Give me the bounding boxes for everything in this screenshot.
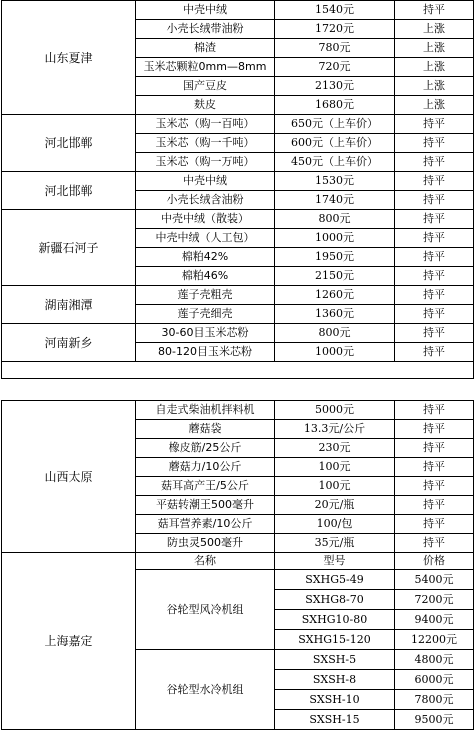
price-table-upper xyxy=(1,0,474,379)
trend-cell: 上涨 xyxy=(395,96,474,115)
price-cell: 2130元 xyxy=(275,77,395,96)
item-name-cell: 中壳中绒 xyxy=(136,1,275,20)
price-cell: 800元 xyxy=(275,210,395,229)
price-cell: 1260元 xyxy=(275,286,395,305)
item-name-cell: 中壳中绒 xyxy=(136,172,275,191)
price-cell: 5400元 xyxy=(395,570,474,590)
price-cell: 100元 xyxy=(275,477,395,496)
trend-cell: 持平 xyxy=(395,305,474,324)
trend-cell: 持平 xyxy=(395,420,474,439)
item-name-cell: 中壳中绒（散装） xyxy=(136,210,275,229)
price-cell: 230元 xyxy=(275,439,395,458)
header-name-cell: 名称 xyxy=(136,553,275,570)
model-cell: SXSH-10 xyxy=(275,690,395,710)
item-name-cell: 棉渣 xyxy=(136,39,275,58)
price-cell: 1360元 xyxy=(275,305,395,324)
price-cell: 100元 xyxy=(275,458,395,477)
price-cell: 5000元 xyxy=(275,401,395,420)
price-cell: 1540元 xyxy=(275,1,395,20)
item-name-cell: 棉粕46% xyxy=(136,267,275,286)
price-cell: 1000元 xyxy=(275,229,395,248)
item-name-cell: 菇耳营养素/10公斤 xyxy=(136,515,275,534)
trend-cell: 持平 xyxy=(395,439,474,458)
price-cell: 9500元 xyxy=(395,710,474,730)
trend-cell: 持平 xyxy=(395,248,474,267)
trend-cell: 持平 xyxy=(395,458,474,477)
price-cell: 6000元 xyxy=(395,670,474,690)
trend-cell: 持平 xyxy=(395,343,474,362)
item-name-cell: 玉米芯（购一千吨） xyxy=(136,134,275,153)
header-model-cell: 型号 xyxy=(275,553,395,570)
table-row xyxy=(2,553,474,570)
item-name-cell: 玉米芯（购一万吨） xyxy=(136,153,275,172)
price-cell: 1740元 xyxy=(275,191,395,210)
item-name-cell: 菇耳高产王/5公斤 xyxy=(136,477,275,496)
price-cell: 650元（上车价） xyxy=(275,115,395,134)
trend-cell: 持平 xyxy=(395,324,474,343)
item-name-cell: 棉粕42% xyxy=(136,248,275,267)
item-name-cell: 莲子壳细壳 xyxy=(136,305,275,324)
price-cell: 7800元 xyxy=(395,690,474,710)
unit-name-cell: 谷轮型水冷机组 xyxy=(136,650,275,730)
item-name-cell: 麸皮 xyxy=(136,96,275,115)
table-row xyxy=(2,1,474,20)
model-cell: SXSH-8 xyxy=(275,670,395,690)
trend-cell: 上涨 xyxy=(395,77,474,96)
trend-cell: 持平 xyxy=(395,115,474,134)
trend-cell: 持平 xyxy=(395,1,474,20)
unit-name-cell: 谷轮型风冷机组 xyxy=(136,570,275,650)
trend-cell: 持平 xyxy=(395,477,474,496)
item-name-cell: 80-120目玉米芯粉 xyxy=(136,343,275,362)
trend-cell: 持平 xyxy=(395,153,474,172)
price-cell: 20元/瓶 xyxy=(275,496,395,515)
item-name-cell: 莲子壳粗壳 xyxy=(136,286,275,305)
price-cell: 9400元 xyxy=(395,610,474,630)
trend-cell: 持平 xyxy=(395,267,474,286)
location-cell: 山东夏津 xyxy=(2,1,136,115)
trend-cell: 上涨 xyxy=(395,39,474,58)
model-cell: SXSH-5 xyxy=(275,650,395,670)
item-name-cell: 橡皮筋/25公斤 xyxy=(136,439,275,458)
blank-cell xyxy=(2,362,474,379)
trend-cell: 持平 xyxy=(395,401,474,420)
trend-cell: 持平 xyxy=(395,534,474,553)
price-cell: 720元 xyxy=(275,58,395,77)
trend-cell: 持平 xyxy=(395,210,474,229)
location-cell: 湖南湘潭 xyxy=(2,286,136,324)
price-cell: 1950元 xyxy=(275,248,395,267)
model-cell: SXHG10-80 xyxy=(275,610,395,630)
price-cell: 100/包 xyxy=(275,515,395,534)
item-name-cell: 小壳长绒带油粉 xyxy=(136,20,275,39)
item-name-cell: 小壳长绒含油粉 xyxy=(136,191,275,210)
table-row xyxy=(2,172,474,191)
trend-cell: 持平 xyxy=(395,134,474,153)
price-cell: 1530元 xyxy=(275,172,395,191)
price-cell: 2150元 xyxy=(275,267,395,286)
price-cell: 1000元 xyxy=(275,343,395,362)
price-cell: 800元 xyxy=(275,324,395,343)
trend-cell: 上涨 xyxy=(395,58,474,77)
location-cell: 上海嘉定 xyxy=(2,553,136,730)
table-row xyxy=(2,210,474,229)
trend-cell: 持平 xyxy=(395,172,474,191)
table-row xyxy=(2,362,474,379)
price-cell: 600元（上车价） xyxy=(275,134,395,153)
price-cell: 780元 xyxy=(275,39,395,58)
location-cell: 河北邯郸 xyxy=(2,115,136,172)
trend-cell: 持平 xyxy=(395,496,474,515)
price-cell: 4800元 xyxy=(395,650,474,670)
item-name-cell: 中壳中绒（人工包） xyxy=(136,229,275,248)
model-cell: SXHG15-120 xyxy=(275,630,395,650)
table-row xyxy=(2,401,474,420)
table-row xyxy=(2,324,474,343)
item-name-cell: 防虫灵500毫升 xyxy=(136,534,275,553)
location-cell: 河南新乡 xyxy=(2,324,136,362)
price-table-lower xyxy=(1,400,474,730)
trend-cell: 上涨 xyxy=(395,20,474,39)
model-cell: SXHG5-49 xyxy=(275,570,395,590)
item-name-cell: 玉米芯颗粒0mm—8mm xyxy=(136,58,275,77)
trend-cell: 持平 xyxy=(395,229,474,248)
trend-cell: 持平 xyxy=(395,286,474,305)
table-row xyxy=(2,115,474,134)
item-name-cell: 自走式柴油机拌料机 xyxy=(136,401,275,420)
item-name-cell: 30-60目玉米芯粉 xyxy=(136,324,275,343)
item-name-cell: 平菇转潮王500毫升 xyxy=(136,496,275,515)
price-cell: 450元（上车价） xyxy=(275,153,395,172)
item-name-cell: 国产豆皮 xyxy=(136,77,275,96)
price-cell: 12200元 xyxy=(395,630,474,650)
location-cell: 山西太原 xyxy=(2,401,136,553)
location-cell: 新疆石河子 xyxy=(2,210,136,286)
price-cell: 35元/瓶 xyxy=(275,534,395,553)
price-cell: 13.3元/公斤 xyxy=(275,420,395,439)
model-cell: SXSH-15 xyxy=(275,710,395,730)
location-cell: 河北邯郸 xyxy=(2,172,136,210)
model-cell: SXHG8-70 xyxy=(275,590,395,610)
table-row xyxy=(2,286,474,305)
item-name-cell: 玉米芯（购一百吨） xyxy=(136,115,275,134)
price-cell: 1720元 xyxy=(275,20,395,39)
item-name-cell: 蘑菇袋 xyxy=(136,420,275,439)
price-cell: 1680元 xyxy=(275,96,395,115)
header-price-cell: 价格 xyxy=(395,553,474,570)
trend-cell: 持平 xyxy=(395,515,474,534)
price-cell: 7200元 xyxy=(395,590,474,610)
trend-cell: 持平 xyxy=(395,191,474,210)
item-name-cell: 蘑菇力/10公斤 xyxy=(136,458,275,477)
